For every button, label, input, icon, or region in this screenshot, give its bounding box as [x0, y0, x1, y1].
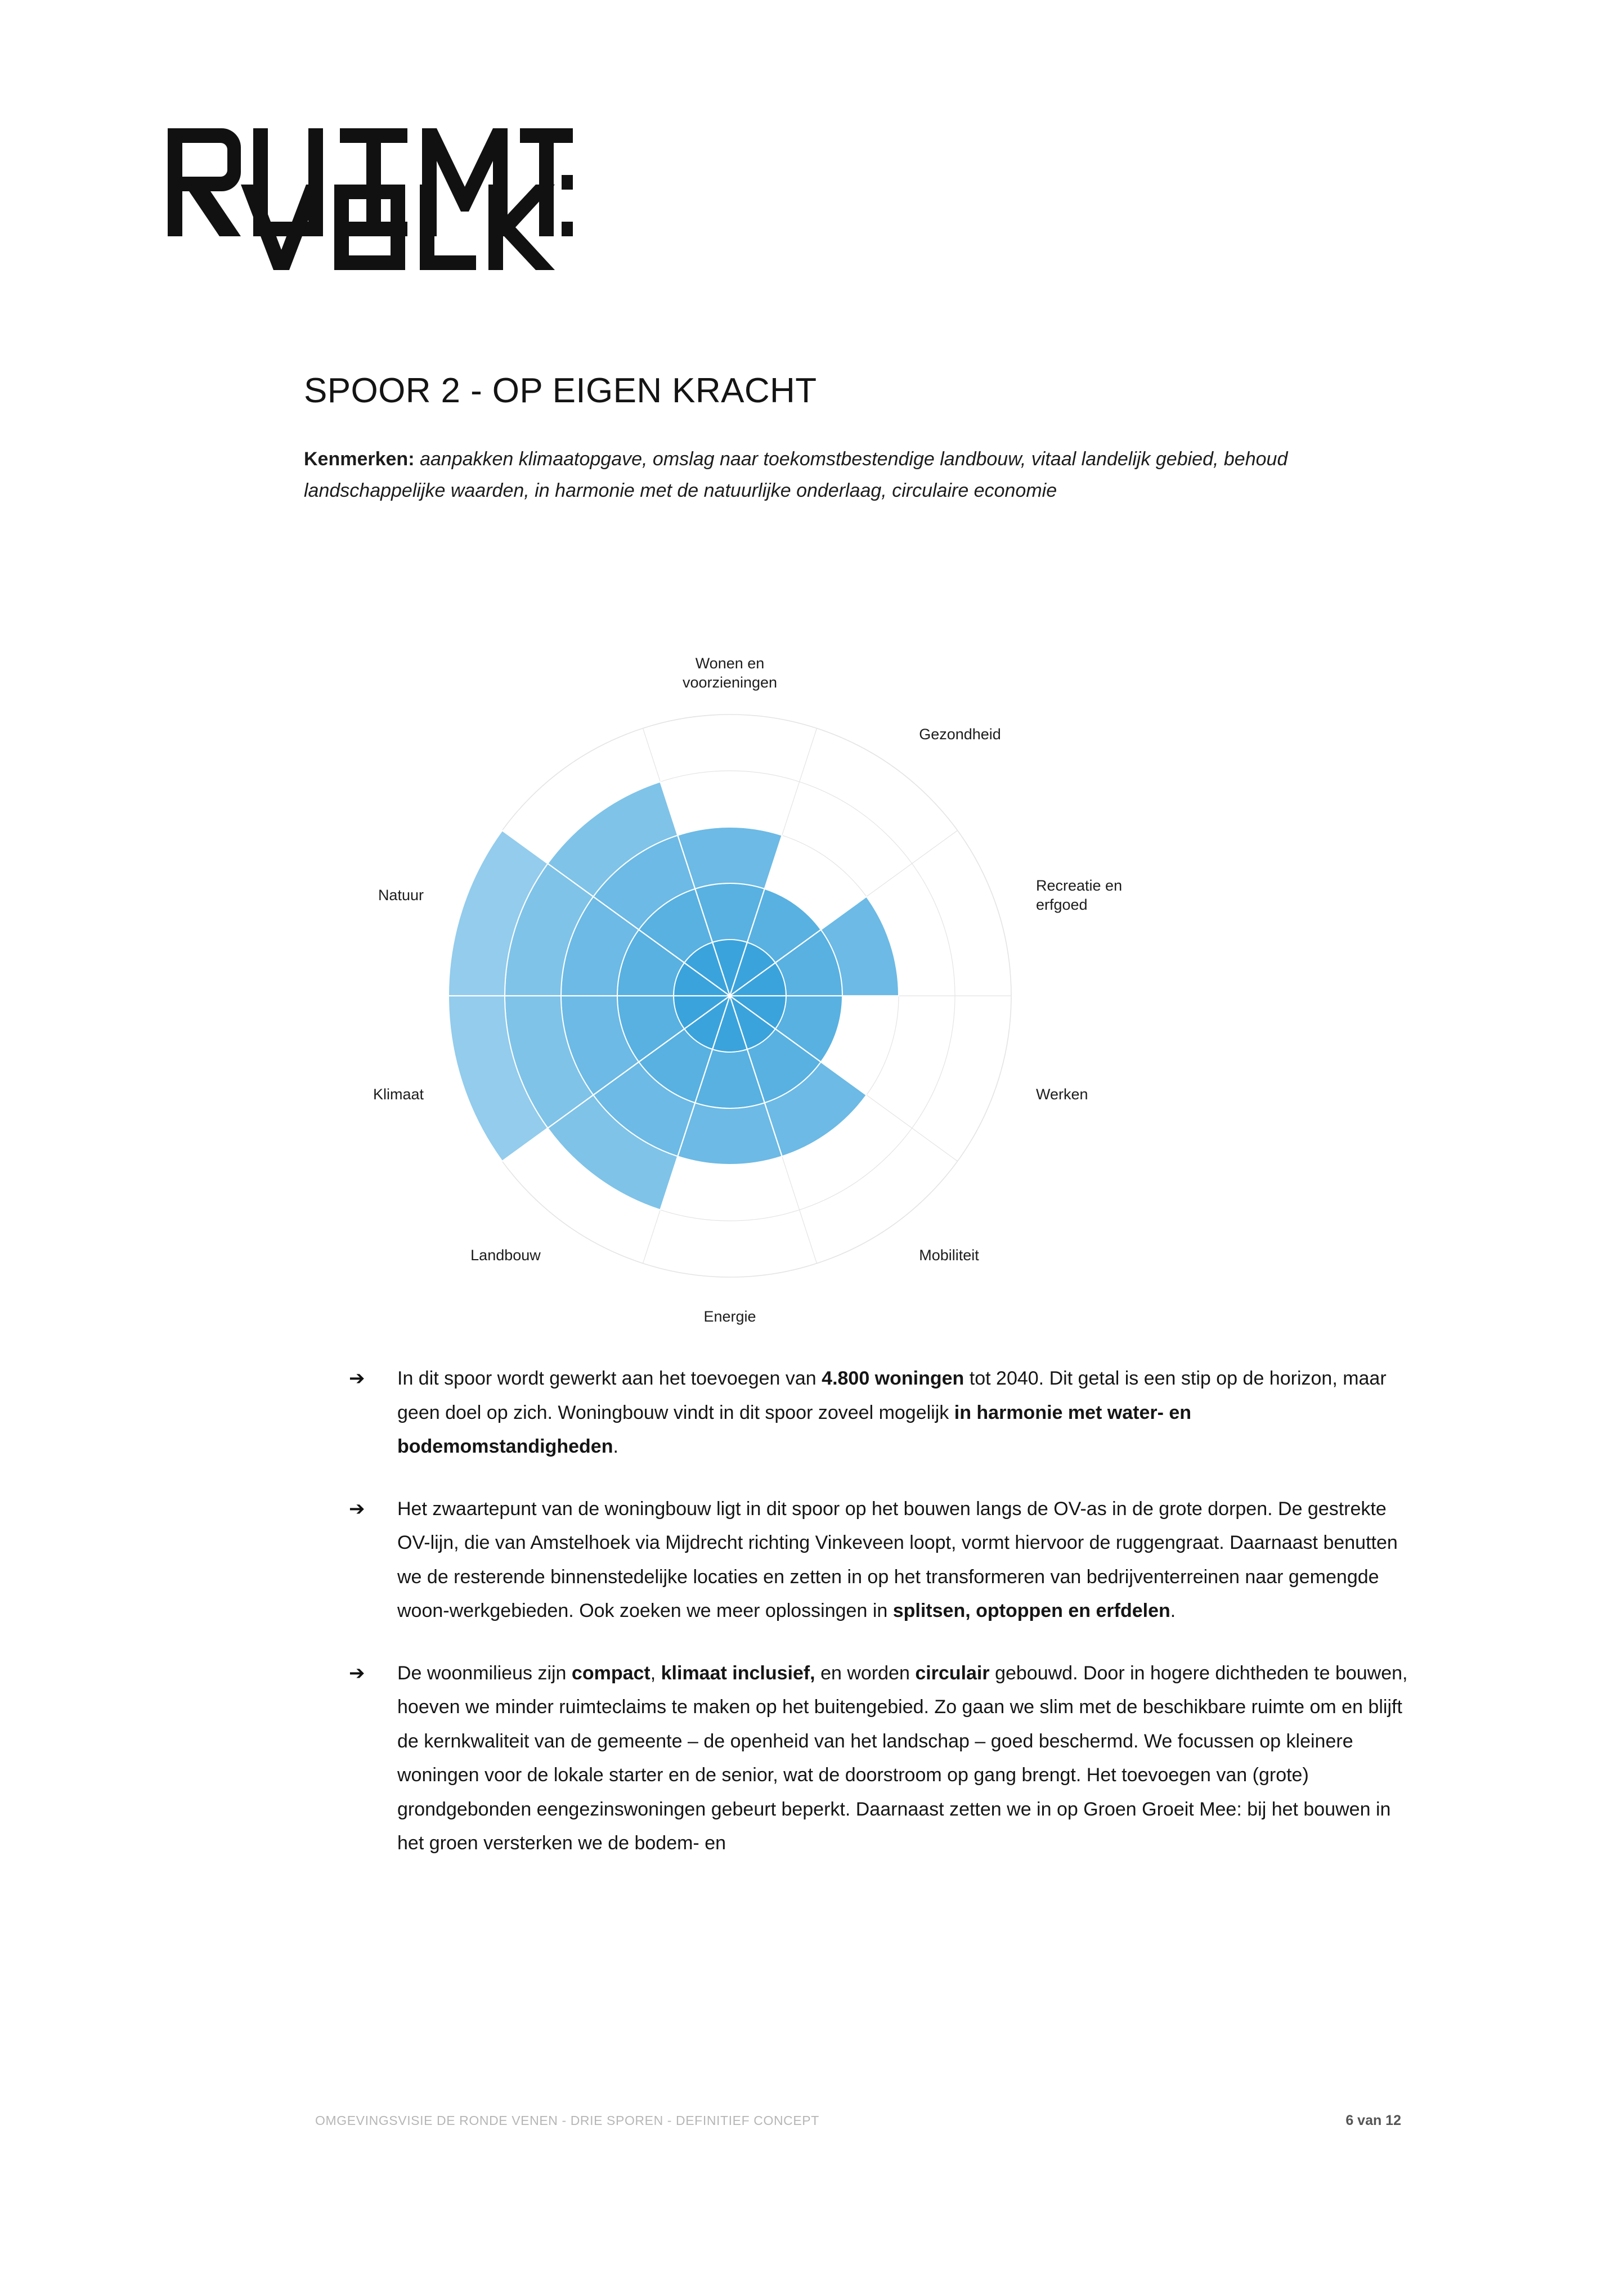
- logo-mark: [168, 128, 573, 291]
- kenmerken-text: aanpakken klimaatopgave, omslag naar toekomstbestendige landbouw, vitaal landelijk gebied, behoud landschappelijke waarden, in harmonie met de natuurlijke onderlaag, circulaire economie: [304, 448, 1288, 501]
- kenmerken-paragraph: [304, 444, 1384, 506]
- bullet-text: De woonmilieus zijn compact, klimaat inclusief, en worden circulair gebouwd. Door in hogere dichtheden te bouwen, hoeven we minder ruimteclaims te maken op het buitengebied. Zo gaan we slim met de beschikbare ruimte om en blijft de kernkwaliteit van de gemeente – de openheid van het landschap – goed beschermd. We focussen op kleinere woningen voor de lokale starter en de senior, wat de doorstroom op gang brengt. Het toevoegen van (grote) grondgebonden eengezinswoningen gebeurt beperkt. Daarnaast zetten we in op Groen Groeit Mee: bij het bouwen in het groen versterken we de bodem- en: [397, 1662, 1408, 1854]
- page-title: SPOOR 2 - OP EIGEN KRACHT: [304, 371, 817, 410]
- ruimtevolk-logo: [168, 128, 573, 291]
- polar-chart-svg: [304, 613, 1407, 1345]
- list-item: [349, 1656, 1412, 1861]
- chart-axis-label: Landbouw: [470, 1246, 541, 1264]
- chart-axis-label: Mobiliteit: [919, 1246, 979, 1264]
- chart-sector-segment: [678, 1103, 782, 1165]
- bullet-list: [349, 1362, 1412, 1889]
- kenmerken-label: Kenmerken:: [304, 448, 415, 470]
- spider-polar-chart: [304, 613, 1407, 1345]
- chart-axis-label: Recreatie en erfgoed: [1036, 877, 1123, 914]
- arrow-right-icon: ➔: [349, 1498, 365, 1520]
- list-item: [349, 1362, 1412, 1464]
- arrow-right-icon: ➔: [349, 1368, 365, 1389]
- footer-page-number: 6 van 12: [1345, 2113, 1401, 2128]
- chart-axis-label: Werken: [1036, 1085, 1088, 1103]
- chart-axis-label: Gezondheid: [919, 726, 1001, 743]
- chart-axis-label: Wonen en voorzieningen: [682, 655, 778, 691]
- arrow-right-icon: ➔: [349, 1662, 365, 1684]
- list-item: [349, 1492, 1412, 1628]
- bullet-text: Het zwaartepunt van de woningbouw ligt in dit spoor op het bouwen langs de OV-as in de grote dorpen. De gestrekte OV-lijn, die van Amstelhoek via Mijdrecht richting Vinkeveen loopt, vormt hiervoor de ruggengraat. Daarnaast benutten we de resterende binnenstedelijke locaties en zetten in op het transformeren van bedrijventerreinen naar gemengde woon-werkgebieden. Ook zoeken we meer oplossingen in splitsen, optoppen en erfdelen.: [397, 1498, 1398, 1622]
- chart-axis-label: Klimaat: [373, 1085, 424, 1103]
- page-content: [304, 371, 1407, 506]
- chart-axis-label: Natuur: [378, 887, 424, 904]
- chart-sector-segment: [678, 827, 782, 889]
- chart-axis-label: Energie: [703, 1308, 756, 1326]
- footer-document-title: OMGEVINGSVISIE DE RONDE VENEN - DRIE SPOREN - DEFINITIEF CONCEPT: [315, 2113, 819, 2128]
- page-footer: [315, 2113, 1401, 2129]
- bullet-text: In dit spoor wordt gewerkt aan het toevoegen van 4.800 woningen tot 2040. Dit getal is een stip op de horizon, maar geen doel op zich. Woningbouw vindt in dit spoor zoveel mogelijk in harmonie met water- en bodemomstandigheden.: [397, 1368, 1387, 1458]
